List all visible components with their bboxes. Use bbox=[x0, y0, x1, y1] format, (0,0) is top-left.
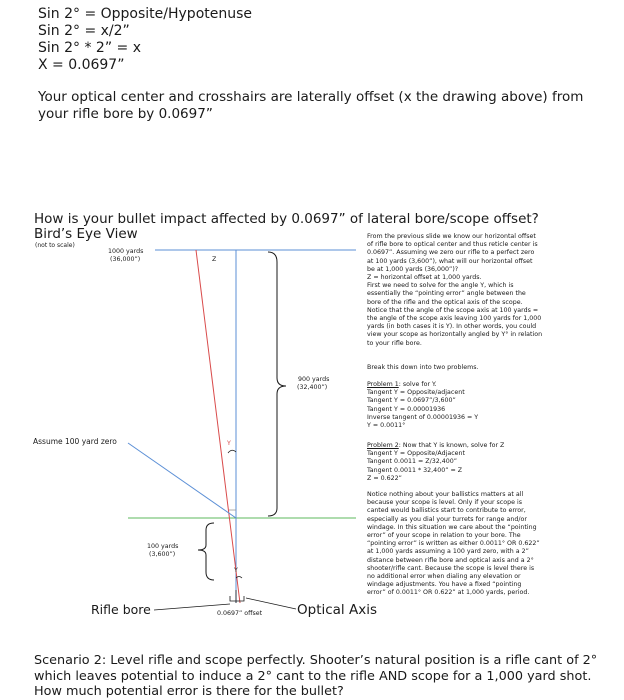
problem-1-line: Tangent Y = Opposite/adjacent bbox=[367, 389, 465, 397]
explanation-line: 0.0697”. Assuming we zero our rifle to a perfect zero bbox=[367, 249, 535, 257]
notice-line: Notice nothing about your ballistics matters at all bbox=[367, 491, 524, 498]
notice-line: shooter/rifle cant. Because the scope is level there is bbox=[367, 564, 535, 572]
y-angle-label: Y bbox=[227, 440, 231, 447]
notice-line: error” of your scope in relation to your bore. The bbox=[367, 532, 521, 540]
explanation-line: be at 1,000 yards (36,000”)? bbox=[367, 265, 459, 273]
explanation-line: to your rifle bore. bbox=[367, 339, 422, 347]
scenario-line: which leaves potential to induce a 2° cant to the rifle AND scope for a 1,000 yard shot. bbox=[34, 669, 592, 684]
equation-line: Sin 2° = x/2” bbox=[38, 23, 130, 39]
explanation-line: yards (in both cases it is Y). In other words, you could bbox=[367, 323, 537, 331]
problem-1-line: Inverse tangent of 0.00001936 = Y bbox=[367, 413, 479, 421]
problem-2-line: Tangent Y = Opposite/Adjacent bbox=[367, 450, 466, 458]
explanation-line: of rifle bore to optical center and thus reticle center is bbox=[367, 241, 538, 249]
problem-1-heading: Problem 1 bbox=[367, 381, 399, 388]
bore-line bbox=[196, 250, 240, 603]
z-label: Z bbox=[212, 256, 217, 263]
distance-1000-inches: (36,000”) bbox=[110, 256, 141, 263]
problem-1-line: Y = 0.0011° bbox=[367, 422, 406, 430]
notice-line: windage adjustments. You have a fixed “pointing bbox=[367, 581, 522, 589]
zero-pointer bbox=[128, 443, 236, 518]
distance-100-label: 100 yards bbox=[147, 543, 179, 550]
distance-900-label: 900 yards bbox=[298, 376, 330, 383]
explanation-line: bore of the rifle and the optical axis of the scope. bbox=[367, 298, 523, 306]
explanation-line: view your scope as horizontally angled by Y° in relation bbox=[367, 331, 543, 339]
offset-statement-line: Your optical center and crosshairs are laterally offset (x the drawing above) from bbox=[38, 89, 584, 105]
problem-1-line: Tangent Y = 0.0697”/3,600” bbox=[367, 397, 456, 405]
explanation-line: at 100 yards (3,600”), what will our horizontal offset bbox=[367, 257, 533, 265]
y-angle-label-lower: Y bbox=[234, 567, 238, 574]
notice-line: at 1,000 yards assuming a 100 yard zero, with a 2” bbox=[367, 548, 529, 556]
equation-line: Sin 2° * 2” = x bbox=[38, 40, 141, 56]
notice-line: because your scope is level. Only if your scope is bbox=[367, 499, 523, 507]
notice-line: canted would ballistics start to contribute to error, bbox=[367, 507, 526, 515]
notice-line: error” of 0.0011° OR 0.622” at 1,000 yards, period. bbox=[367, 589, 530, 597]
problem-2-line: Z = 0.622” bbox=[367, 474, 402, 482]
notice-line: “pointing error” is written as either 0.0011° OR 0.622” bbox=[367, 540, 540, 548]
bracket-900 bbox=[268, 252, 286, 516]
optical-axis-pointer bbox=[246, 598, 296, 609]
equation-line: X = 0.0697” bbox=[38, 57, 125, 73]
explanation-line: From the previous slide we know our horizontal offset bbox=[367, 233, 536, 240]
not-to-scale-note: (not to scale) bbox=[35, 242, 75, 249]
problem-2-heading-rest: : Now that Y is known, solve for Z bbox=[398, 442, 505, 449]
explanation-block bbox=[367, 233, 542, 348]
explanation-line: First we need to solve for the angle Y, which is bbox=[367, 282, 514, 290]
question-heading: How is your bullet impact affected by 0.0697” of lateral bore/scope offset? bbox=[34, 211, 539, 227]
notice-line: no additional error when dialing any elevation or bbox=[367, 573, 521, 581]
notice-line: distance between rifle bore and optical axis and a 2° bbox=[367, 556, 534, 564]
explanation-line: essentially the “pointing error” angle between the bbox=[367, 290, 526, 298]
offset-bracket bbox=[230, 596, 244, 601]
problem-1-block bbox=[367, 381, 478, 430]
problem-2-block bbox=[367, 442, 504, 483]
problem-1-heading-rest: : solve for Y. bbox=[398, 381, 437, 388]
scenario-line: Scenario 2: Level rifle and scope perfectly. Shooter’s natural position is a rifle cant of 2° bbox=[34, 653, 598, 668]
view-title: Bird’s Eye View bbox=[34, 226, 138, 242]
problem-2-line: Tangent 0.0011 = Z/32,400” bbox=[367, 458, 458, 466]
distance-900-inches: (32,400”) bbox=[297, 384, 328, 391]
rifle-bore-label: Rifle bore bbox=[91, 602, 151, 617]
notice-line: windage. In this situation we care about the “pointing bbox=[367, 523, 537, 531]
problem-2-heading: Problem 2 bbox=[367, 442, 399, 449]
distance-100-inches: (3,600”) bbox=[149, 551, 176, 558]
notice-block bbox=[367, 491, 540, 598]
problem-1-line: Tangent Y = 0.00001936 bbox=[367, 405, 446, 413]
offset-label: 0.0697” offset bbox=[217, 610, 263, 617]
offset-statement-line: your rifle bore by 0.0697” bbox=[38, 106, 213, 122]
problem-2-line: Tangent 0.0011 * 32,400” = Z bbox=[367, 466, 463, 474]
explanation-line: Notice that the angle of the scope axis at 100 yards = bbox=[367, 306, 539, 314]
zero-assumption-label: Assume 100 yard zero bbox=[33, 437, 117, 446]
explanation-line: the angle of the scope axis leaving 100 yards for 1,000 bbox=[367, 315, 542, 323]
equation-line: Sin 2° = Opposite/Hypotenuse bbox=[38, 6, 253, 22]
bracket-100 bbox=[198, 523, 214, 580]
explanation-line: Z = horizontal offset at 1,000 yards. bbox=[367, 274, 482, 282]
optical-axis-label: Optical Axis bbox=[297, 602, 377, 618]
notice-line: especially as you dial your turrets for range and/or bbox=[367, 515, 527, 523]
break-down-text: Break this down into two problems. bbox=[367, 364, 479, 371]
scenario-line: How much potential error is there for the bullet? bbox=[34, 684, 344, 699]
distance-1000-label: 1000 yards bbox=[108, 248, 144, 255]
